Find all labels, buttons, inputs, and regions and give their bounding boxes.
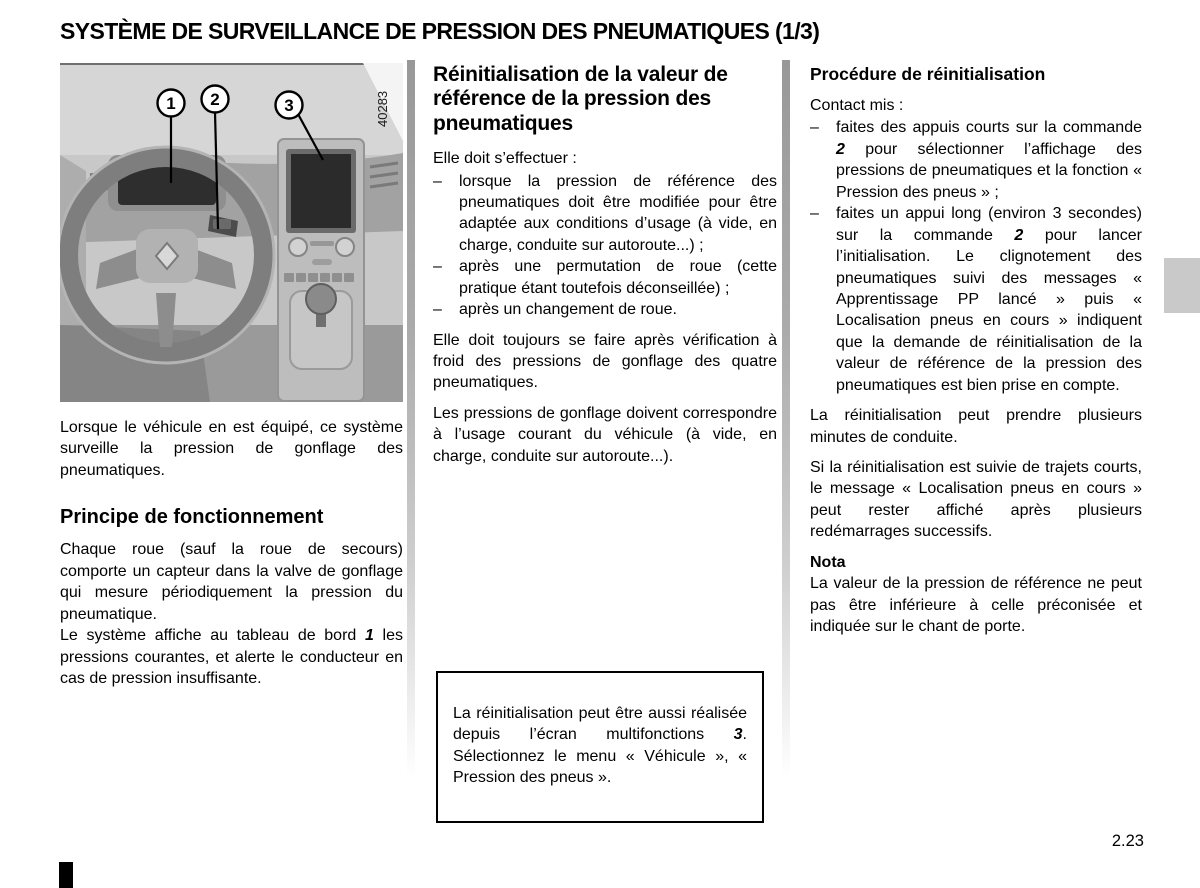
list-item — [810, 203, 1142, 396]
list-item — [433, 171, 777, 257]
item-ref-2: 2 — [836, 140, 845, 158]
nota-heading: Nota — [810, 553, 846, 571]
note-box — [436, 671, 764, 823]
reinit-conditions-list — [433, 171, 777, 321]
console-knob-left — [289, 238, 307, 256]
list-item — [433, 299, 777, 320]
shifter-knob — [306, 284, 336, 314]
nota-paragraph: La valeur de la pression de référence ne peut pas être inférieure à celle préconisée et indiquée sur le chant de porte. — [810, 575, 1142, 636]
procedure-heading: Procédure de réinitialisation — [810, 64, 1046, 84]
list-item-text — [836, 117, 1142, 203]
principle-paragraph-2 — [60, 625, 403, 689]
dash-bullet: – — [433, 172, 442, 190]
text-segment: La réinitialisation peut être aussi réalisée depuis l’écran multifonctions — [453, 705, 747, 744]
item-ref-2: 2 — [1014, 226, 1024, 244]
dashboard-illustration — [60, 63, 403, 402]
console-button — [312, 259, 332, 265]
text-segment: Le système affiche au tableau de bord — [60, 627, 365, 645]
column-left — [60, 63, 403, 698]
procedure-paragraph-1: La réinitialisation peut prendre plusieurs minutes de conduite. — [810, 407, 1142, 446]
column-divider-2 — [782, 60, 790, 840]
figure-ref-number: 40283 — [375, 90, 390, 127]
callout-2 — [202, 86, 229, 113]
column-right — [810, 63, 1142, 647]
text-segment: . Sélectionnez le menu « Véhicule », « Pression des pneus ». — [453, 726, 747, 787]
callout-3 — [276, 92, 303, 119]
multifunction-screen — [291, 154, 351, 228]
console-button-strip — [310, 241, 334, 246]
list-item-text: après un changement de roue. — [459, 301, 677, 319]
console-knob-right — [336, 238, 354, 256]
list-item-text: lorsque la pression de référence des pneumatiques doit être modifiée pour être adaptée aux conditions d’usage (à vide, en charge, conduite sur autoroute...) ; — [459, 172, 777, 254]
reinit-lead: Elle doit s’effectuer : — [433, 150, 577, 168]
intro-paragraph: Lorsque le véhicule en est équipé, ce système surveille la pression de gonflage des pneumatiques. — [60, 419, 403, 479]
dash-bullet: – — [433, 301, 442, 319]
text-segment: faites des appuis courts sur la commande — [836, 119, 1142, 137]
reinit-heading: Réinitialisation de la valeur de référence de la pression des pneumatiques — [433, 63, 728, 135]
principle-paragraph-1: Chaque roue (sauf la roue de secours) comporte un capteur dans la valve de gonflage qui mesure périodiquement la pression du pneumatique. — [60, 541, 403, 623]
procedure-paragraph-2: Si la réinitialisation est suivie de trajets courts, le message « Localisation pneus en cours » peut rester affiché après plusieurs redémarrages successifs. — [810, 459, 1142, 541]
callout-3-label: 3 — [284, 96, 294, 115]
dash-bullet: – — [810, 205, 819, 223]
dash-bullet: – — [433, 258, 442, 276]
callout-1 — [158, 90, 185, 117]
note-box-text — [453, 703, 747, 789]
item-ref-1: 1 — [364, 627, 374, 645]
procedure-lead: Contact mis : — [810, 97, 904, 114]
column-middle — [433, 63, 777, 843]
stalk-buttons — [213, 219, 231, 229]
text-segment: pour sélectionner l’affichage des pressions de pneumatiques et la fonction « Pression des pneus » ; — [836, 140, 1142, 201]
list-item-text — [836, 203, 1142, 396]
section-tab — [1164, 258, 1200, 313]
item-ref-3: 3 — [733, 726, 743, 744]
text-segment: les pressions courantes, et alerte le conducteur en cas de pression insuffisante. — [60, 627, 403, 687]
column-divider-1 — [407, 60, 415, 840]
reinit-paragraph-1: Elle doit toujours se faire après vérification à froid des pressions de gonflage des quatre pneumatiques. — [433, 331, 777, 392]
dash-bullet: – — [810, 119, 819, 137]
callout-1-label: 1 — [166, 94, 176, 113]
text-segment: faites un appui long (environ 3 secondes) sur la commande — [836, 205, 1142, 244]
dashboard-figure — [60, 63, 403, 407]
floor-shadow — [60, 325, 210, 402]
text-segment: pour lancer l’initialisation. Le clignotement des pneumatiques suivi des messages « Apprentissage PP lancé » puis « Localisation pneus en cours » indiquent que la demande de réinitialisation de la valeur de référence de la pression des pneumatiques est bien prise en compte. — [836, 226, 1142, 394]
procedure-steps-list — [810, 117, 1142, 396]
principle-heading: Principe de fonctionnement — [60, 506, 324, 529]
reinit-paragraph-2: Les pressions de gonflage doivent correspondre à l’usage courant du véhicule (à vide, en charge, conduite sur autoroute...). — [433, 404, 777, 465]
page-number: 2.23 — [1111, 832, 1144, 850]
binding-mark — [59, 862, 73, 888]
list-item-text: après une permutation de roue (cette pratique étant toutefois déconseillée) ; — [459, 258, 777, 297]
page-title: SYSTÈME DE SURVEILLANCE DE PRESSION DES PNEUMATIQUES (1/3) — [60, 18, 820, 44]
list-item — [433, 256, 777, 299]
figure-top-edge — [60, 63, 403, 65]
list-item — [810, 117, 1142, 203]
callout-2-label: 2 — [210, 90, 220, 109]
